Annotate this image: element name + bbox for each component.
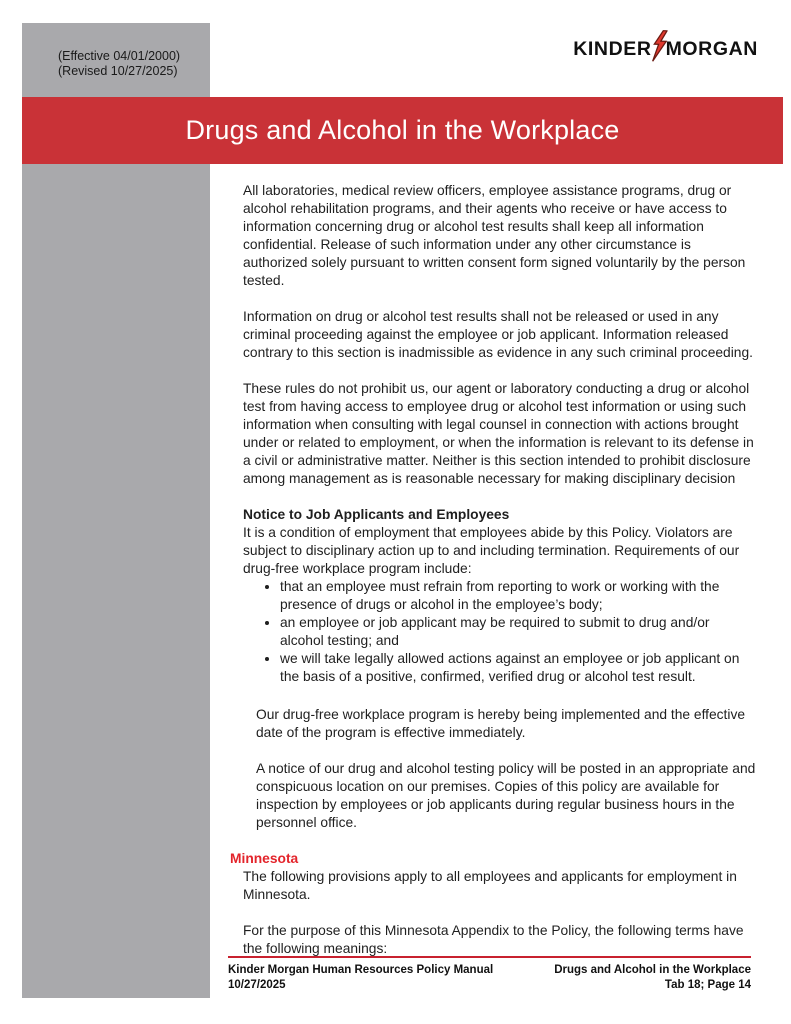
bullet-list xyxy=(243,578,757,686)
revised-date: (Revised 10/27/2025) xyxy=(58,63,178,78)
lightning-bolt-icon xyxy=(651,30,667,69)
program-paragraphs xyxy=(256,706,757,832)
minnesota-heading: Minnesota xyxy=(230,851,299,866)
title-banner xyxy=(22,97,783,164)
footer-left-block xyxy=(228,963,493,992)
gray-sidebar xyxy=(22,23,210,998)
paragraph-program-implemented: Our drug-free workplace program is hereby being implemented and the effective date of the program is effective immediately. xyxy=(256,707,746,740)
logo-text-kinder: KINDER xyxy=(573,38,652,60)
revision-dates xyxy=(58,49,180,78)
paragraph-rules-scope: These rules do not prohibit us, our agent or laboratory conducting a drug or alcohol test from having access to employee drug or alcohol test information or using such information when consulting with legal counsel in connection with actions brought under or related to employment, or when the information is relevant to its defense in a civil or administrative matter. Neither is this section intended to prohibit disclosure among management as is reasonable necessary for making disciplinary decision xyxy=(243,381,754,486)
document-body xyxy=(230,182,757,976)
bullet-item: • we will take legally allowed actions against an employee or job applicant on the basis of a positive, confirmed, verified drug or alcohol test result. xyxy=(280,650,757,686)
bullet-item: • that an employee must refrain from reporting to work or working with the presence of drugs or alcohol in the employee’s body; xyxy=(280,578,757,614)
paragraph-minnesota-definitions: For the purpose of this Minnesota Appendix to the Policy, the following terms have the following meanings: xyxy=(243,923,744,956)
page-title: Drugs and Alcohol in the Workplace xyxy=(185,115,620,145)
kinder-morgan-logo xyxy=(573,37,758,62)
footer-doc-title: Drugs and Alcohol in the Workplace xyxy=(554,964,751,976)
footer-manual-title: Kinder Morgan Human Resources Policy Manual xyxy=(228,964,494,976)
page-footer xyxy=(228,956,751,992)
paragraph-confidentiality: All laboratories, medical review officers, employee assistance programs, drug or alcohol rehabilitation programs, and their agents who receive or have access to information concerning drug or alcohol test results shall keep all information confidential. Release of such information under any other circumstance is authorized solely pursuant to written consent form signed voluntarily by the person tested. xyxy=(243,183,746,288)
notice-heading: Notice to Job Applicants and Employees xyxy=(243,507,510,522)
footer-date: 10/27/2025 xyxy=(228,978,286,991)
paragraph-minnesota-scope: The following provisions apply to all employees and applicants for employment in Minnesota. xyxy=(243,869,737,902)
notice-intro: It is a condition of employment that employees abide by this Policy. Violators are subject to disciplinary action up to and including termination. Requirements of our drug-free workplace program include: xyxy=(243,525,740,576)
effective-date: (Effective 04/01/2000) xyxy=(58,49,181,63)
bullet-item: • an employee or job applicant may be required to submit to drug and/or alcohol testing; and xyxy=(280,614,757,650)
logo-text-morgan: MORGAN xyxy=(665,38,758,60)
footer-tab-page: Tab 18; Page 14 xyxy=(664,978,751,991)
paragraph-criminal-proceeding: Information on drug or alcohol test results shall not be released or used in any criminal proceeding against the employee or job applicant. Information released contrary to this section is inadmissible as evidence in any such criminal proceeding. xyxy=(243,309,753,360)
paragraph-policy-notice: A notice of our drug and alcohol testing policy will be posted in an appropriate and conspicuous location on our premises. Copies of this policy are available for inspection by employees or job applicants during regular business hours in the personnel office. xyxy=(256,761,756,830)
footer-right-block xyxy=(554,963,751,992)
